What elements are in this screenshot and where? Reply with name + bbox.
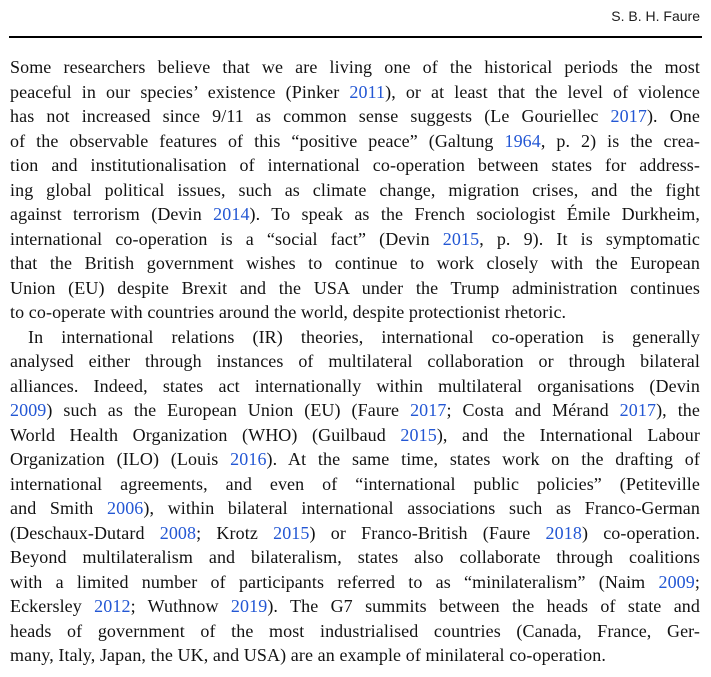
text-line <box>10 276 700 301</box>
text-run: ) such as the European Union (EU) (Faure <box>46 400 411 420</box>
text-run: ; Costa and Mérand <box>446 400 620 420</box>
text-line <box>10 55 700 80</box>
citation-link[interactable]: 2015 <box>442 228 480 249</box>
text-line <box>10 472 700 497</box>
text-run: , p. 9). It is symptomatic <box>479 228 700 249</box>
text-run: ; Wuthnow <box>130 596 231 616</box>
citation-link[interactable]: 2017 <box>410 400 447 420</box>
text-run: Union (EU) despite Brexit and the USA under the Trump administration continues <box>10 277 700 298</box>
text-run: Eckersley <box>10 596 95 616</box>
citation-link[interactable]: 1964 <box>504 130 541 151</box>
text-run: ) co-operation. <box>581 522 700 543</box>
text-run: tion and institutionalisation of international co-operation between states for address- <box>10 155 700 175</box>
text-run: ). To speak as the French sociologist Émile Durkheim, <box>249 204 700 224</box>
text-line <box>10 104 700 129</box>
text-run: analysed either through instances of multilateral collaboration or through bilateral <box>10 351 700 371</box>
text-run: ). The G7 summits between the heads of state and <box>267 596 700 616</box>
citation-link[interactable]: 2014 <box>213 204 250 224</box>
text-run: (Deschaux-Dutard <box>10 522 160 543</box>
text-line <box>10 374 700 399</box>
text-line <box>10 80 700 105</box>
text-run: ). One <box>646 106 700 126</box>
citation-link[interactable]: 2008 <box>159 522 197 543</box>
text-line <box>10 325 700 350</box>
text-line <box>10 545 700 570</box>
text-run: international co-operation is a “social fact” (Devin <box>10 228 443 249</box>
paragraph <box>10 325 700 668</box>
text-run: with a limited number of participants referred to as “minilateralism” (Naim <box>10 571 659 592</box>
text-run: international agreements, and even of “international public policies” (Petiteville <box>10 473 700 494</box>
text-line <box>10 251 700 276</box>
text-run: alliances. Indeed, states act internationally within multilateral organisations (Devin <box>10 375 700 396</box>
text-run: Organization (ILO) (Louis <box>10 449 231 469</box>
citation-link[interactable]: 2019 <box>230 596 268 616</box>
text-run: ; Krotz <box>196 522 274 543</box>
text-run: ). At the same time, states work on the drafting of <box>266 449 700 469</box>
text-line <box>10 570 700 595</box>
text-line <box>10 398 700 423</box>
text-run: ing global political issues, such as climate change, migration crises, and the fight <box>10 179 700 200</box>
text-run: that the British government wishes to continue to work closely with the European <box>10 253 700 273</box>
text-line <box>10 349 700 374</box>
text-line <box>10 496 700 521</box>
text-line <box>10 202 700 227</box>
text-run: Beyond multilateralism and bilateralism, states also collaborate through coalitions <box>10 547 700 567</box>
article-body <box>10 55 700 668</box>
citation-link[interactable]: 2009 <box>10 400 47 420</box>
text-run: against terrorism (Devin <box>10 204 214 224</box>
citation-link[interactable]: 2011 <box>349 81 386 102</box>
text-run: of the observable features of this “positive peace” (Galtung <box>10 130 505 151</box>
text-run: ; <box>694 571 700 592</box>
text-line <box>10 447 700 472</box>
text-line <box>10 619 700 644</box>
text-line <box>10 423 700 448</box>
citation-link[interactable]: 2016 <box>230 449 267 469</box>
text-run: ), and the International Labour <box>436 424 700 445</box>
text-run: World Health Organization (WHO) (Guilbaud <box>10 424 401 445</box>
header-rule <box>9 36 702 38</box>
text-run: In international relations (IR) theories, international co-operation is generally <box>28 326 700 347</box>
citation-link[interactable]: 2015 <box>400 424 437 445</box>
text-line <box>10 521 700 546</box>
citation-link[interactable]: 2017 <box>619 400 657 420</box>
text-line <box>10 129 700 154</box>
text-run: and Smith <box>10 498 107 518</box>
text-line <box>10 300 700 325</box>
text-run: many, Italy, Japan, the UK, and USA) are an example of minilateral co-operation. <box>10 645 606 665</box>
text-line <box>10 227 700 252</box>
citation-link[interactable]: 2006 <box>107 498 144 518</box>
text-run: ), or at least that the level of violence <box>385 81 700 102</box>
text-run: heads of government of the most industrialised countries (Canada, France, Ger- <box>10 620 700 641</box>
text-run: ) or Franco-British (Faure <box>309 522 546 543</box>
running-head-author: S. B. H. Faure <box>611 8 700 24</box>
citation-link[interactable]: 2012 <box>94 596 131 616</box>
citation-link[interactable]: 2015 <box>273 522 310 543</box>
text-run: peaceful in our species’ existence (Pinker <box>10 81 350 102</box>
text-line <box>10 643 700 668</box>
text-run: ), the <box>656 400 700 420</box>
citation-link[interactable]: 2017 <box>610 106 647 126</box>
text-line <box>10 178 700 203</box>
text-line <box>10 153 700 178</box>
text-line <box>10 594 700 619</box>
citation-link[interactable]: 2009 <box>658 571 695 592</box>
text-run: has not increased since 9/11 as common sense suggests (Le Gouriellec <box>10 106 611 126</box>
paragraph <box>10 55 700 325</box>
text-run: , p. 2) is the crea- <box>540 130 700 151</box>
text-run: to co-operate with countries around the world, despite protectionist rhetoric. <box>10 302 567 322</box>
text-run: ), within bilateral international associations such as Franco-German <box>143 498 700 518</box>
text-run: Some researchers believe that we are living one of the historical periods the most <box>10 57 700 77</box>
citation-link[interactable]: 2018 <box>545 522 582 543</box>
